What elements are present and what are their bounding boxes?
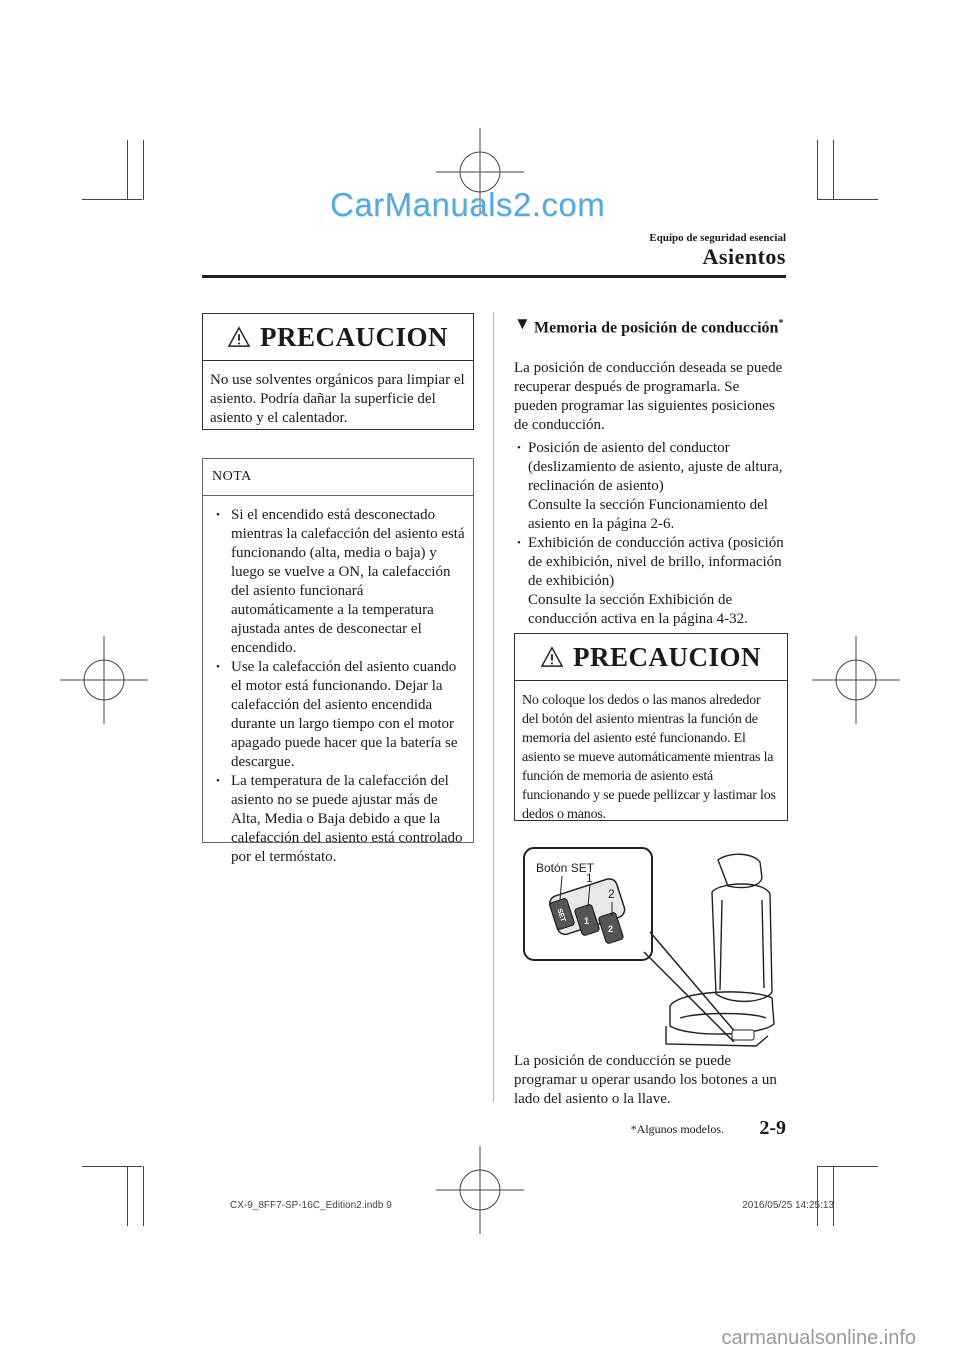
note-list — [203, 496, 473, 867]
list-item: • Si el encendido está desconectado mientras la calefacción del asiento está funcionando (alta, media o baja) y luego se vuelve a ON, la calefacción del asiento funcionará automáticamente a la temperatura ajustada antes de desconectar el encendido. — [213, 506, 467, 658]
list-item: • La temperatura de la calefacción del asiento no se puede ajustar más de Alta, Media o Baja debido a que la calefacción del asiento está controlado por el termóstato. — [213, 772, 467, 867]
crop-mark — [127, 1166, 128, 1226]
crop-mark — [833, 140, 834, 200]
set-button-callout: Botón SET — [536, 861, 595, 875]
button-1-callout: 1 — [586, 871, 593, 885]
registration-mark-icon — [436, 1146, 524, 1234]
crop-mark — [82, 199, 142, 200]
seat-button-cluster — [732, 1030, 754, 1040]
note-header: NOTA — [203, 459, 473, 496]
crop-mark — [127, 140, 128, 200]
crop-mark — [82, 1166, 142, 1167]
caution-box — [202, 313, 474, 430]
print-slug-right: 2016/05/25 14:25:13 — [742, 1200, 834, 1211]
section-intro: La posición de conducción deseada se puede recuperar después de programarla. Se pueden programar las siguientes posiciones de conducción. — [514, 360, 783, 433]
caution-box — [514, 633, 788, 821]
caution-text: No use solventes orgánicos para limpiar el asiento. Podría dañar la superficie del asiento y el calentador. — [210, 372, 465, 426]
list-item — [514, 534, 786, 629]
list-item-main: • Exhibición de conducción activa (posición de exhibición, nivel de brillo, información de exhibición) — [528, 535, 784, 589]
column-divider — [493, 312, 494, 1102]
caution-text: No coloque los dedos o las manos alrededor del botón del asiento mientras la función de memoria del asiento esté funcionando. El asiento se mueve automáticamente mientras la función de memoria de asiento está funcionando y se puede pellizcar y lastimar los dedos o manos. — [522, 693, 776, 822]
warning-triangle-icon — [541, 646, 563, 668]
crop-mark — [817, 140, 818, 200]
page-title: Asientos — [702, 244, 786, 269]
crop-mark — [833, 1166, 834, 1226]
footnote: *Algunos modelos. — [630, 1122, 724, 1136]
figure-caption: La posición de conducción se puede programar u operar usando los botones a un lado del asiento o la llave. — [514, 1053, 777, 1107]
caution-header — [515, 634, 787, 681]
section-heading — [514, 314, 784, 337]
button-set-label: SET — [555, 907, 567, 923]
section-marker-icon: ▼ — [514, 314, 531, 333]
crop-mark — [143, 1166, 144, 1226]
watermark-top[interactable]: CarManuals2.com — [330, 186, 606, 223]
print-slug-left: CX-9_8FF7-SP-16C_Edition2.indb 9 — [230, 1200, 392, 1211]
button-2-callout: 2 — [608, 887, 615, 901]
registration-mark-icon — [812, 636, 900, 724]
position-list — [514, 439, 786, 629]
section-title: Memoria de posición de conducción* — [534, 318, 784, 337]
asterisk: * — [778, 318, 784, 329]
seat-memory-figure — [520, 842, 780, 1048]
caution-title: PRECAUCION — [572, 641, 761, 672]
list-item-ref: Consulte la sección Exhibición de conducción activa en la página 4-32. — [528, 592, 748, 627]
warning-triangle-icon — [228, 326, 250, 348]
caution-title: PRECAUCION — [259, 321, 448, 352]
crop-mark — [143, 140, 144, 200]
page-number: 2-9 — [759, 1117, 786, 1139]
list-item-ref: Consulte la sección Funcionamiento del asiento en la página 2-6. — [528, 497, 768, 532]
note-box — [202, 458, 474, 865]
registration-mark-icon — [60, 636, 148, 724]
list-item — [514, 439, 786, 534]
seat-drawing — [666, 854, 774, 1046]
caution-header — [203, 314, 473, 361]
button-1-label: 1 — [584, 916, 590, 926]
header-rule — [202, 275, 786, 278]
crop-mark — [818, 1166, 878, 1167]
list-item-main: • Posición de asiento del conductor (deslizamiento de asiento, ajuste de altura, reclinación de asiento) — [528, 440, 783, 494]
list-item: • Use la calefacción del asiento cuando el motor está funcionando. Dejar la calefacción del asiento encendida durante un largo tiempo con el motor apagado puede hacer que la batería se descargue. — [213, 658, 467, 772]
watermark-bottom[interactable]: carmanualsonline.info — [721, 1327, 916, 1349]
button-2-label: 2 — [608, 924, 614, 934]
crop-mark — [818, 199, 878, 200]
chapter-subtitle: Equipo de seguridad esencial — [649, 232, 786, 244]
crop-mark — [817, 1166, 818, 1226]
